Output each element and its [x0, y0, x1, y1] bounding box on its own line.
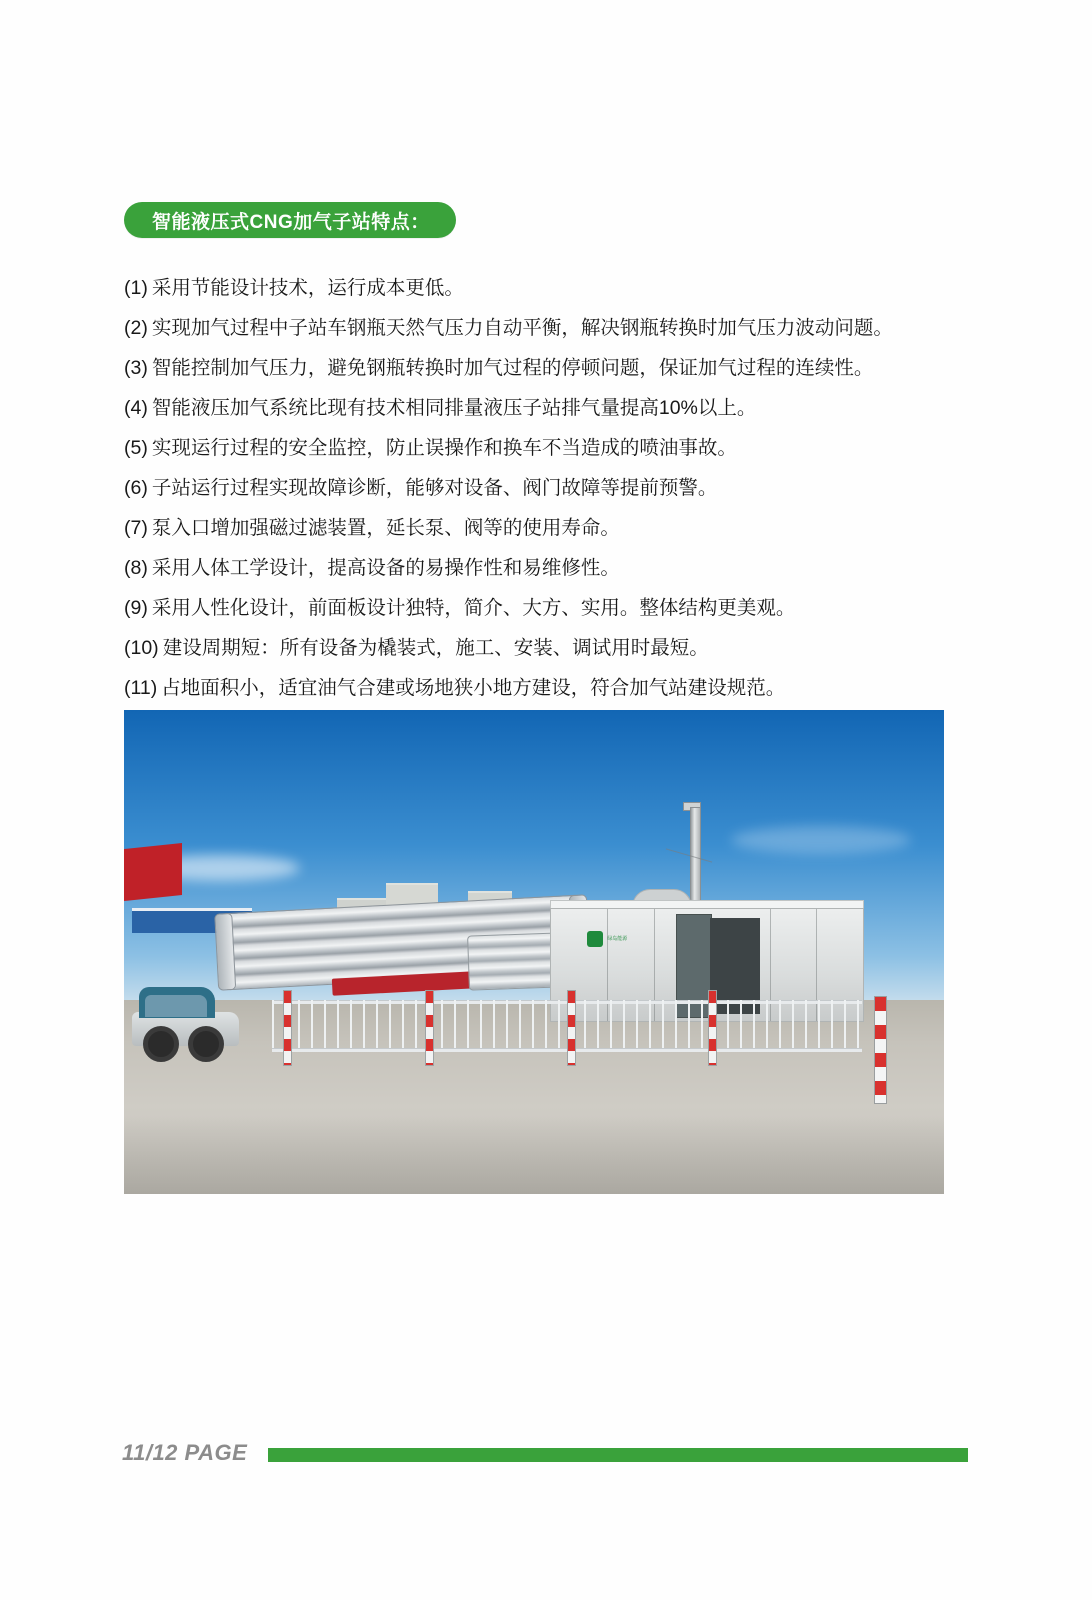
list-item-text: 采用节能设计技术，运行成本更低。: [151, 277, 464, 299]
fence-post: [567, 990, 576, 1066]
red-canopy: [124, 842, 182, 900]
list-item-index: (7): [124, 517, 148, 539]
list-item-index: (4): [124, 397, 148, 419]
list-item: [124, 308, 954, 348]
list-item-text: 实现运行过程的安全监控，防止误操作和换车不当造成的喷油事故。: [151, 437, 737, 459]
list-item-index: (10): [124, 637, 159, 659]
ground-shadow: [124, 1117, 944, 1194]
list-item-index: (3): [124, 357, 148, 379]
parked-car: [132, 986, 239, 1063]
list-item: [124, 268, 954, 308]
list-item-index: (1): [124, 277, 148, 299]
list-item: [124, 628, 954, 668]
list-item-text: 泵入口增加强磁过滤装置，延长泵、阀等的使用寿命。: [151, 517, 620, 539]
list-item-text: 子站运行过程实现故障诊断，能够对设备、阀门故障等提前预警。: [151, 477, 718, 499]
safety-fence: [272, 996, 862, 1059]
list-item-index: (2): [124, 317, 148, 339]
list-item-index: (5): [124, 437, 148, 459]
list-item-index: (11): [124, 677, 158, 699]
list-item: [124, 588, 954, 628]
cloud: [731, 826, 911, 854]
list-item: [124, 668, 954, 708]
page-number: 11/12 PAGE: [122, 1440, 248, 1465]
list-item: [124, 348, 954, 388]
logo-text: 绿岛能源: [607, 935, 628, 942]
car-wheel: [143, 1026, 179, 1062]
section-heading: 智能液压式CNG加气子站特点：: [124, 202, 456, 238]
list-item: [124, 548, 954, 588]
list-item: [124, 388, 954, 428]
car-window: [145, 995, 207, 1017]
list-item-index: (8): [124, 557, 148, 579]
list-item-text: 采用人性化设计，前面板设计独特，简介、大方、实用。整体结构更美观。: [151, 597, 796, 619]
fence-post: [425, 990, 434, 1066]
list-item-text: 建设周期短：所有设备为橇装式，施工、安装、调试用时最短。: [162, 637, 709, 659]
equipment-logo: [587, 928, 645, 950]
fence-post: [283, 990, 292, 1066]
car-wheel: [188, 1026, 224, 1062]
list-item: [124, 508, 954, 548]
list-item-text: 实现加气过程中子站车钢瓶天然气压力自动平衡，解决钢瓶转换时加气压力波动问题。: [151, 317, 893, 339]
feature-list: [124, 268, 954, 708]
warning-bollard: [874, 996, 887, 1104]
photo-canvas: [124, 710, 944, 1194]
list-item-text: 智能控制加气压力，避免钢瓶转换时加气过程的停顿问题，保证加气过程的连续性。: [151, 357, 874, 379]
list-item-index: (9): [124, 597, 148, 619]
station-photo: [124, 710, 944, 1194]
list-item-text: 占地面积小，适宜油气合建或场地狭小地方建设，符合加气站建设规范。: [161, 677, 786, 699]
list-item: [124, 468, 954, 508]
fence-post: [708, 990, 717, 1066]
list-item: [124, 428, 954, 468]
footer-bar: [268, 1448, 968, 1462]
list-item-text: 智能液压加气系统比现有技术相同排量液压子站排气量提高10%以上。: [151, 397, 757, 419]
logo-icon: [587, 931, 603, 947]
list-item-text: 采用人体工学设计，提高设备的易操作性和易维修性。: [151, 557, 620, 579]
list-item-index: (6): [124, 477, 148, 499]
